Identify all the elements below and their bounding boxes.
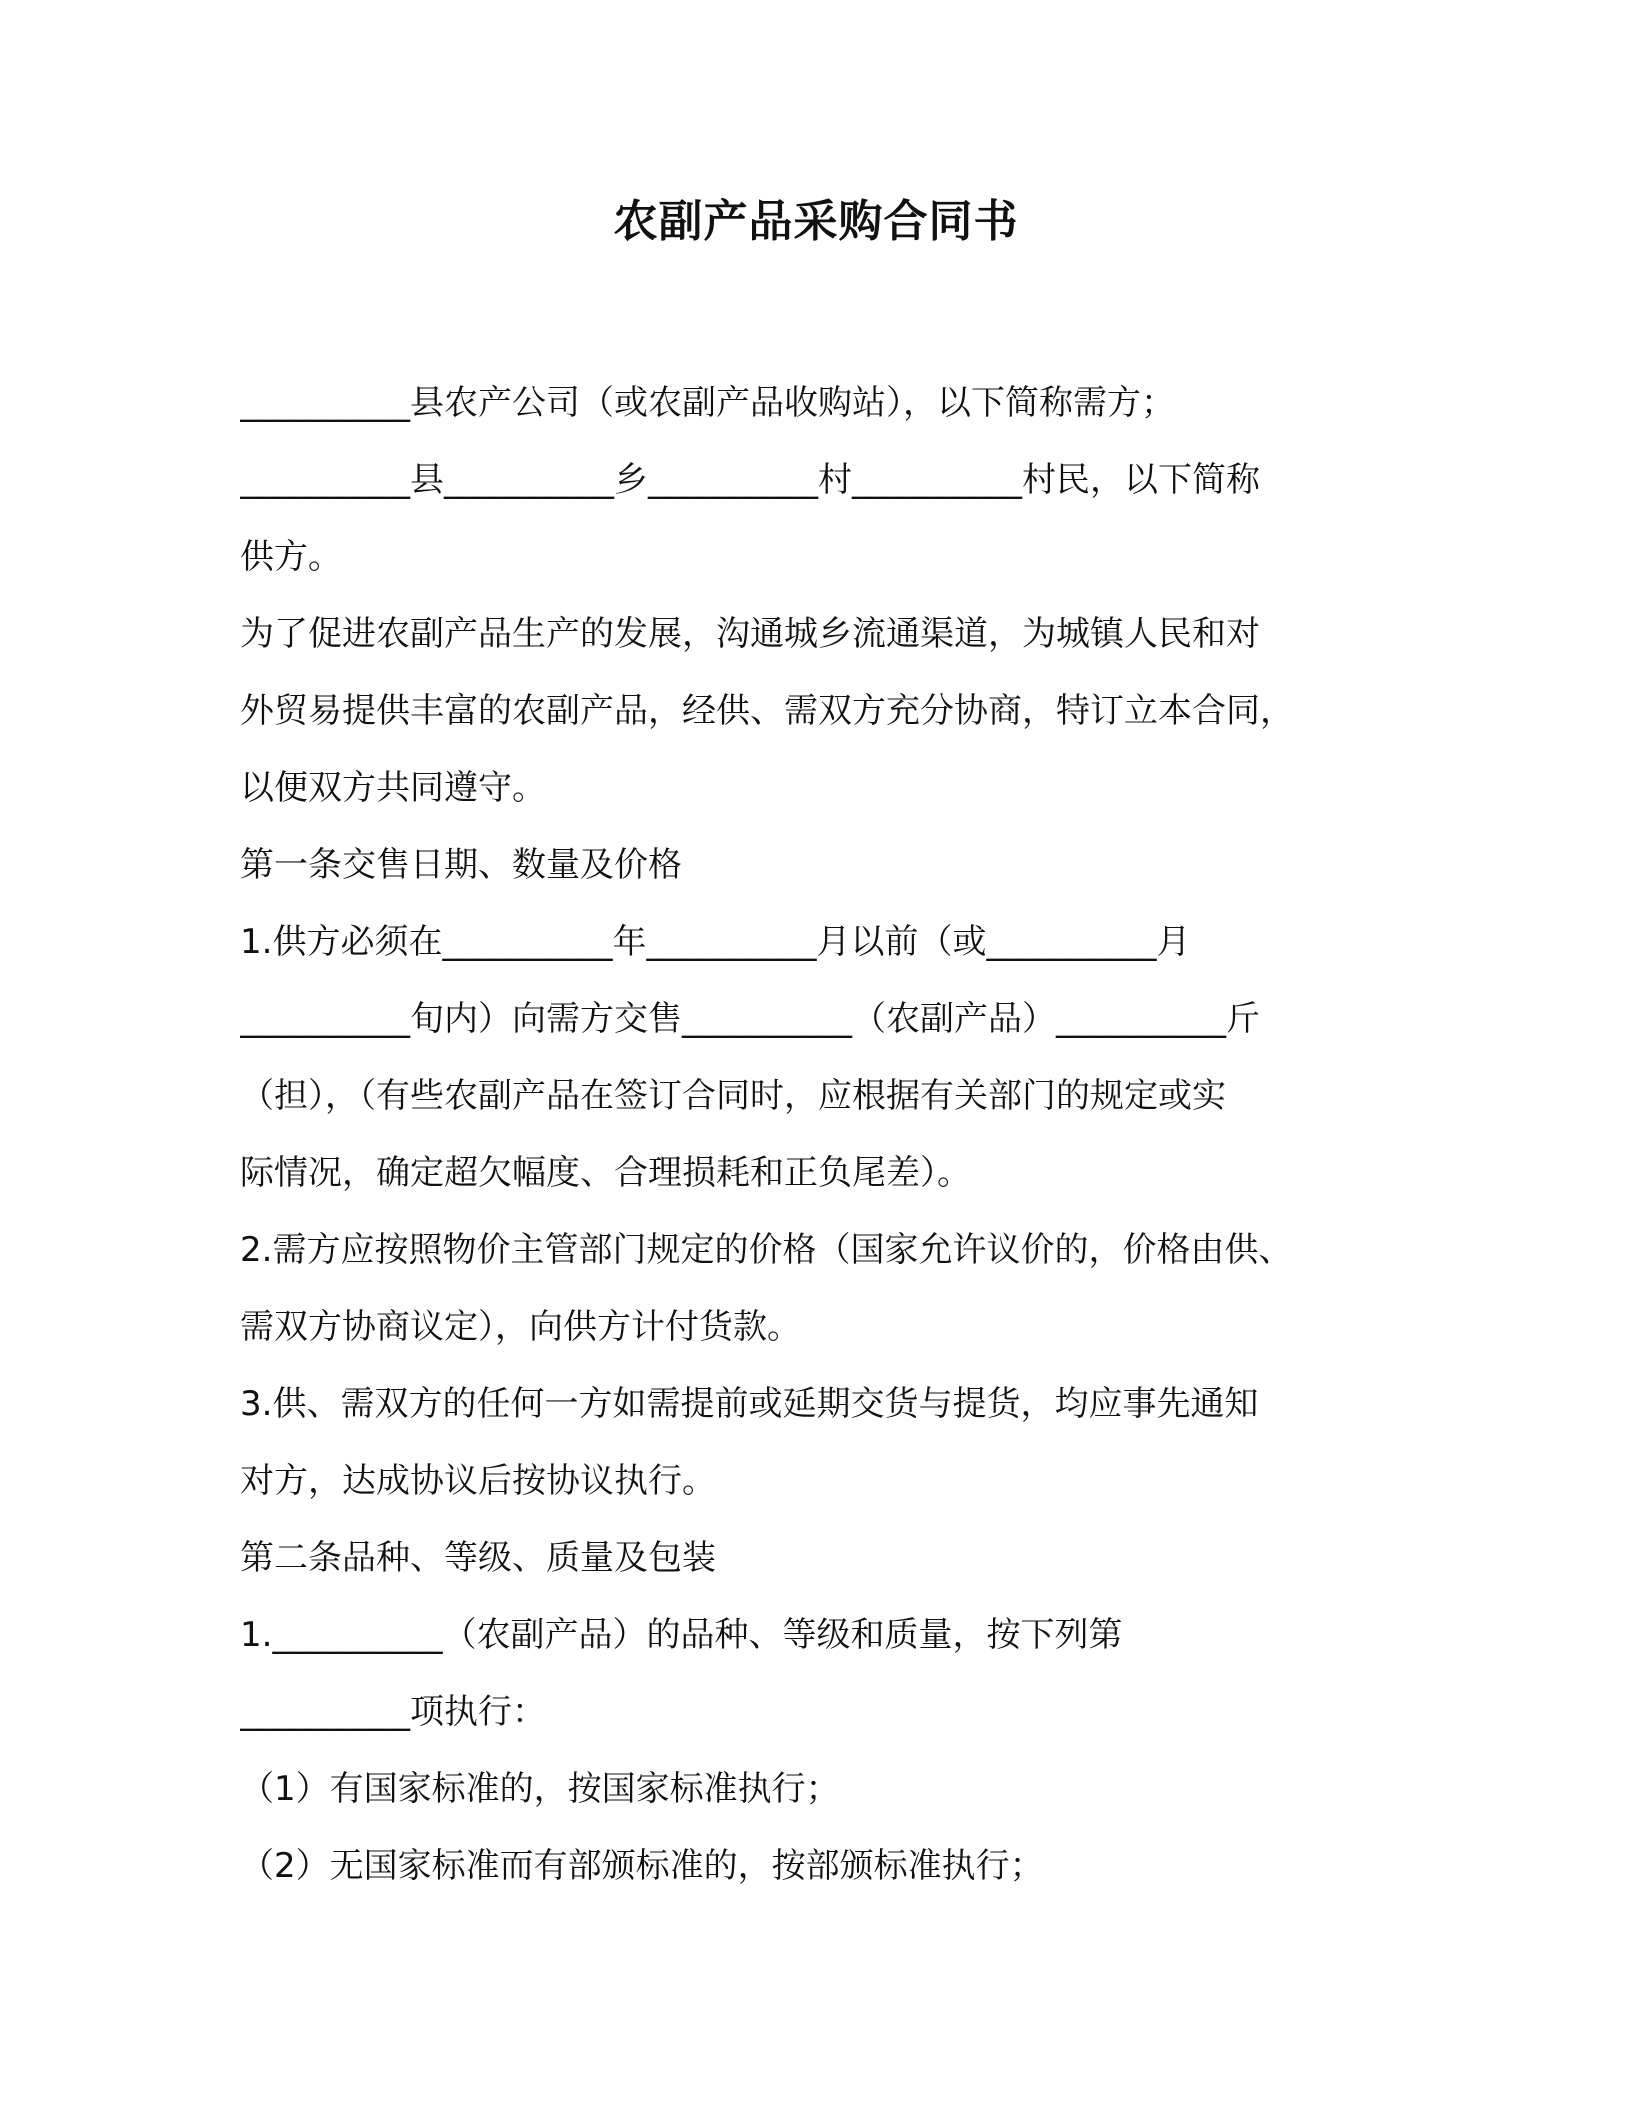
article-1-clause-1: （担），（有些农副产品在签订合同时，应根据有关部门的规定或实 — [240, 1076, 1226, 1116]
article-1-clause-2: 需双方协商议定），向供方计付货款。 — [240, 1307, 801, 1347]
article-2-clause-1: __________项执行： — [240, 1692, 546, 1732]
article-2-item-2: （2）无国家标准而有部颁标准的，按部颁标准执行； — [240, 1846, 1044, 1886]
party-supply-line: __________县__________乡__________村__________村民，以下简称 — [240, 460, 1260, 500]
article-1-clause-3: 对方，达成协议后按协议执行。 — [240, 1461, 716, 1501]
article-1-clause-1: __________旬内）向需方交售__________（农副产品）__________斤 — [240, 999, 1260, 1039]
article-2-item-1: （1）有国家标准的，按国家标准执行； — [240, 1769, 840, 1809]
preamble-line: 为了促进农副产品生产的发展，沟通城乡流通渠道，为城镇人民和对 — [240, 614, 1260, 654]
party-supply-line-cont: 供方。 — [240, 537, 342, 577]
article-1-clause-1: 1.供方必须在__________年__________月以前（或__________月 — [240, 922, 1191, 962]
article-2-heading: 第二条品种、等级、质量及包装 — [240, 1538, 716, 1578]
preamble-line: 以便双方共同遵守。 — [240, 768, 546, 808]
article-1-clause-2: 2.需方应按照物价主管部门规定的价格（国家允许议价的，价格由供、 — [240, 1230, 1293, 1270]
party-demand-line: __________县农产公司（或农副产品收购站），以下简称需方； — [240, 383, 1175, 423]
article-1-clause-1: 际情况，确定超欠幅度、合理损耗和正负尾差）。 — [240, 1153, 971, 1193]
article-1-heading: 第一条交售日期、数量及价格 — [240, 845, 682, 885]
preamble-line: 外贸易提供丰富的农副产品，经供、需双方充分协商，特订立本合同， — [240, 691, 1294, 731]
document-title: 农副产品采购合同书 — [613, 196, 1019, 247]
article-2-clause-1: 1.__________（农副产品）的品种、等级和质量，按下列第 — [240, 1615, 1123, 1655]
document-body — [240, 365, 1390, 1905]
article-1-clause-3: 3.供、需双方的任何一方如需提前或延期交货与提货，均应事先通知 — [240, 1384, 1259, 1424]
